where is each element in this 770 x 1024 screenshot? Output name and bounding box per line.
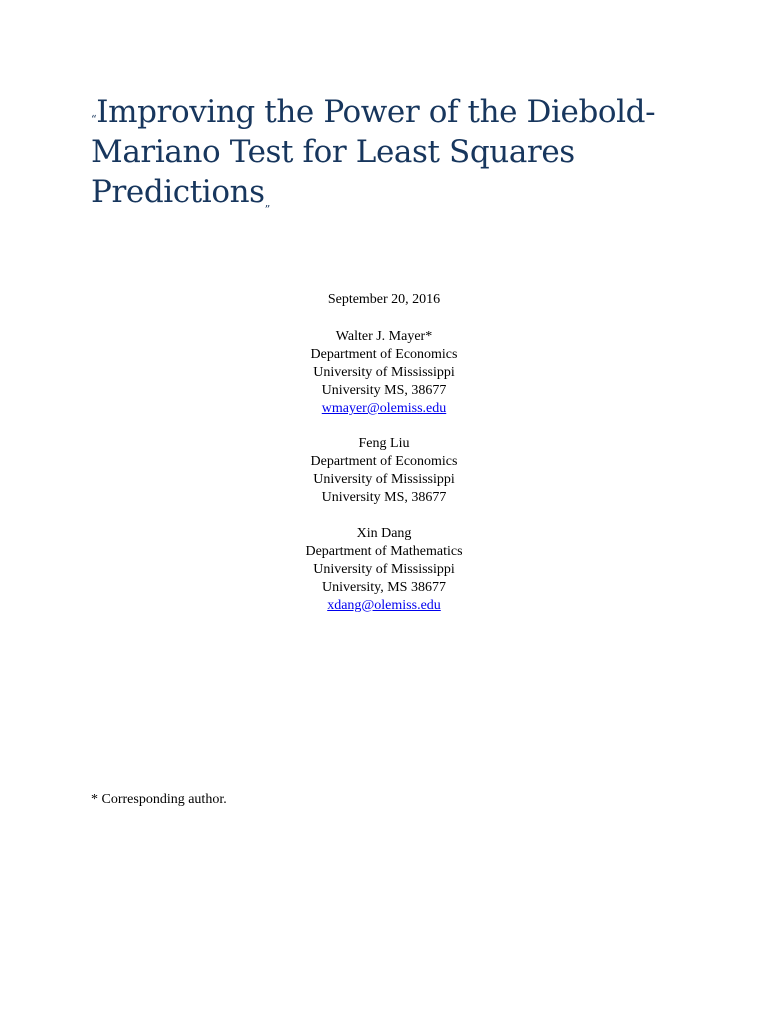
- title-line-2: Mariano Test for Least Squares: [91, 134, 575, 170]
- author-address: University, MS 38677: [322, 580, 446, 595]
- author-email-link[interactable]: xdang@olemiss.edu: [327, 598, 441, 613]
- author-name: Xin Dang: [356, 526, 412, 541]
- title-line-3: [91, 172, 691, 216]
- author-name: Feng Liu: [358, 436, 410, 451]
- author-block-mayer: [234, 328, 534, 418]
- author-block-dang: [234, 525, 534, 615]
- author-department: Department of Mathematics: [305, 544, 463, 559]
- title-line-1: [91, 92, 691, 132]
- title-open-quote: “: [91, 113, 97, 126]
- paper-date: September 20, 2016: [327, 292, 441, 307]
- title-close-quote: ”: [264, 203, 270, 216]
- title-text-line-3: Predictions: [91, 174, 265, 210]
- corresponding-author-footnote: * Corresponding author.: [91, 792, 227, 807]
- author-university: University of Mississippi: [313, 365, 455, 380]
- author-block-liu: [234, 435, 534, 507]
- author-university: University of Mississippi: [313, 562, 455, 577]
- author-university: University of Mississippi: [313, 472, 455, 487]
- author-email-link[interactable]: wmayer@olemiss.edu: [321, 401, 447, 416]
- title-text-line-1: Improving the Power of the Diebold-: [96, 94, 656, 130]
- author-department: Department of Economics: [310, 454, 458, 469]
- author-address: University MS, 38677: [321, 383, 447, 398]
- paper-title: [91, 92, 691, 216]
- author-address: University MS, 38677: [321, 490, 447, 505]
- author-department: Department of Economics: [310, 347, 458, 362]
- author-name: Walter J. Mayer*: [335, 329, 433, 344]
